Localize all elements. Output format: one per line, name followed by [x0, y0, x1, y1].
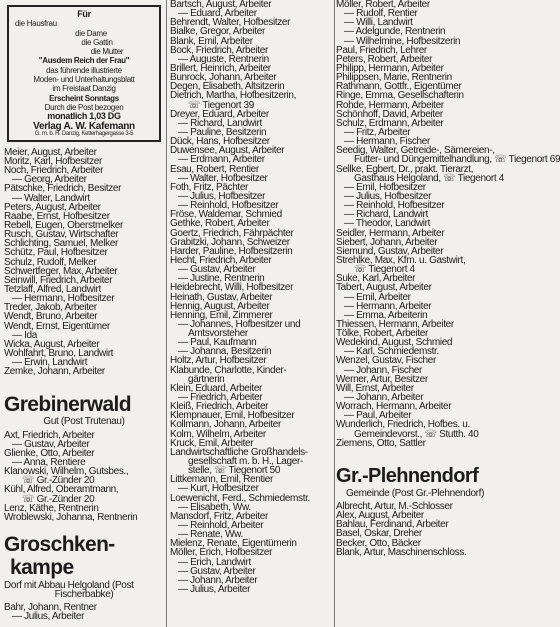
directory-entry: — Richard, Landwirt — [344, 209, 428, 221]
directory-entry: — Hermann, Hofbesitzer — [12, 293, 115, 305]
directory-entry: Siemund, Gustav, Arbeiter — [336, 245, 444, 257]
entry-list — [170, 0, 333, 594]
directory-entry: Mansdorf, Fritz, Arbeiter — [170, 510, 268, 522]
directory-entry: — Erdmann, Arbeiter — [178, 154, 265, 166]
ad-address: G. m. b. H. Danzig, Ketterhagergasse 3-5 — [34, 130, 134, 137]
directory-entry: — Emil, Hofbesitzer — [344, 181, 426, 193]
directory-entry: Schulz, Rudolf, Melker — [4, 256, 97, 268]
directory-entry: — Johannes, Hofbesitzer und — [178, 318, 301, 330]
directory-entry: Basel, Oskar, Dreher — [336, 528, 422, 540]
directory-entry: Gemeindevorst., ☏ Stutth. 40 — [354, 428, 479, 440]
directory-entry: — Gustav, Arbeiter — [12, 438, 90, 450]
section-subheading: Gemeinde (Post Gr.-Plehnendorf) — [345, 487, 485, 499]
directory-entry: Bahr, Johann, Rentner — [4, 602, 97, 614]
entry-list — [4, 431, 164, 522]
directory-entry: — Karl, Schmiedemstr. — [344, 346, 439, 358]
ad-line: die Gattin — [81, 37, 113, 47]
directory-entry: Dück, Hans, Hofbesitzer — [170, 136, 270, 148]
directory-entry: Bialke, Gregor, Arbeiter — [170, 26, 265, 38]
directory-entry: — Wilhelmine, Hofbesitzerin — [344, 35, 461, 47]
directory-entry: Moritz, Karl, Hofbesitzer — [4, 156, 102, 167]
directory-entry: Rohde, Hermann, Arbeiter — [336, 99, 444, 111]
directory-entry: Philipp, Hermann, Arbeiter — [336, 62, 444, 74]
directory-entry: Ringe, Emma, Gesellschafterin — [336, 90, 464, 102]
directory-entry: Kühl, Alfred, Oberamtmann, — [4, 484, 119, 496]
directory-entry: — Johann, Arbeiter — [344, 392, 424, 404]
directory-entry: Futter- und Düngemittelhandlung, ☏ Tiegenort 69 — [354, 154, 560, 166]
directory-entry: — Elisabeth, Ww. — [178, 501, 251, 513]
directory-entry: ☏ Gr.-Zünder 20 — [22, 493, 95, 505]
column-1 — [4, 0, 164, 622]
directory-entry: — Rudolf, Rentier — [344, 8, 418, 20]
directory-entry: stelle, ☏ Tiegenort 50 — [188, 465, 281, 477]
directory-entry: Degen, Elisabeth, Altsitzerin — [170, 81, 285, 93]
directory-entry: Seedig, Walter, Getreide-, Sämereien-, — [336, 145, 495, 157]
directory-entry: — Georg, Arbeiter — [12, 174, 87, 186]
directory-entry: Strehlke, Max, Kfm. u. Gastwirt, — [336, 254, 466, 266]
directory-entry: Wendt, Bruno, Arbeiter — [4, 311, 98, 323]
directory-entry: Pätschke, Friedrich, Besitzer — [4, 183, 122, 195]
directory-entry: Treder, Jakob, Arbeiter — [4, 302, 97, 314]
directory-entry: ☏ Gr.-Zünder 20 — [22, 475, 95, 487]
directory-entry: Becker, Otto, Bäcker — [336, 537, 421, 549]
section-heading: Grebinerwald — [4, 393, 132, 417]
section-heading: Groschken- — [4, 532, 115, 556]
directory-entry: — Justine, Rentnerin — [178, 273, 265, 285]
section-heading: Gr.-Plehnendorf — [336, 464, 479, 487]
directory-entry: — Emil, Arbeiter — [344, 291, 411, 303]
directory-entry: Tölke, Robert, Arbeiter — [336, 328, 428, 340]
directory-entry: — Hermann, Fischer — [344, 136, 430, 148]
directory-entry: Wicka, August, Arbeiter — [4, 338, 100, 350]
directory-entry: Mielenz, Renate, Eigentümerin — [170, 538, 297, 550]
directory-entry: Klabunde, Charlotte, Kinder- — [170, 364, 287, 376]
directory-entry: Tetzlaff, Alfred, Landwirt — [4, 283, 101, 295]
directory-entry: — Erwin, Landwirt — [12, 357, 88, 369]
directory-entry: Siebert, Johann, Arbeiter — [336, 236, 438, 248]
directory-entry: Harder, Pauline, Hofbesitzerin — [170, 245, 293, 257]
directory-entry: Heidebrecht, Willi, Hofbesitzer — [170, 282, 294, 294]
directory-entry: Grabitzki, Johann, Schweizer — [170, 236, 290, 248]
directory-entry: Bartsch, August, Arbeiter — [170, 0, 272, 10]
directory-entry: gesellschaft m. b. H., Lager- — [188, 456, 303, 468]
directory-entry: Sellke, Egbert, Dr., prakt. Tierarzt, — [336, 163, 474, 175]
directory-entry: ☏ Tiegenort 39 — [188, 99, 254, 111]
directory-entry: Tabert, August, Arbeiter — [336, 282, 432, 294]
directory-entry: Alex, August, Arbeiter — [336, 510, 424, 522]
directory-entry: Duwensee, August, Arbeiter — [170, 145, 285, 157]
directory-entry: — Johann, Fischer — [344, 364, 422, 376]
directory-entry: — Reinhold, Hofbesitzer — [344, 200, 445, 212]
directory-entry: — Julius, Arbeiter — [178, 584, 251, 595]
directory-entry: — Julius, Hofbesitzer — [178, 190, 266, 202]
directory-entry: Seidler, Hermann, Arbeiter — [336, 227, 445, 239]
directory-entry: Bahlau, Ferdinand, Arbeiter — [336, 519, 449, 531]
directory-entry: — Renate, Ww. — [178, 529, 243, 541]
directory-entry: Rusch, Gustav, Wirtschafter — [4, 229, 119, 241]
directory-entry: Peters, Robert, Arbeiter — [336, 53, 433, 65]
directory-entry: — Johanna, Besitzerin — [178, 346, 272, 358]
directory-entry: Foth, Fritz, Pächter — [170, 181, 249, 193]
directory-entry: — Julius, Arbeiter — [12, 611, 85, 623]
directory-entry: Klempnauer, Emil, Hofbesitzer — [170, 410, 295, 422]
directory-entry: Dietrich, Martha, Hofbesitzerin, — [170, 90, 297, 102]
directory-entry: Schwertfeger, Max, Arbeiter — [4, 265, 118, 277]
directory-entry: — Anna, Rentiere — [12, 456, 86, 468]
directory-entry: Wedekind, August, Schmied — [336, 337, 453, 349]
directory-entry: Worrach, Hermann, Arbeiter — [336, 401, 452, 413]
directory-entry: — Emma, Arbeiterin — [344, 309, 428, 321]
directory-entry: Blank, Artur, Maschinenschloss. — [336, 546, 467, 558]
directory-entry: — Ida — [12, 329, 37, 341]
directory-entry: Holtz, Artur, Hofbesitzer — [170, 355, 267, 367]
directory-entry: — Reinhold, Hofbesitzer — [178, 200, 279, 212]
ad-line: die Mutter — [90, 47, 124, 57]
directory-entry: — Willi, Landwirt — [344, 17, 413, 29]
entry-list — [4, 603, 164, 621]
ad-title: "Ausdem Reich der Frau" — [38, 56, 130, 66]
directory-entry: Kruck, Emil, Arbeiter — [170, 437, 254, 449]
ad-schedule: Erscheint Sonntags — [49, 93, 119, 103]
section-subheading: Dorf mit Abbau Helgoland (Post — [4, 579, 134, 591]
directory-entry: Schütz, Paul, Hofbesitzer — [4, 247, 108, 259]
directory-entry: Suke, Karl, Arbeiter — [336, 273, 416, 285]
directory-entry: Will, Ernst, Arbeiter — [336, 382, 414, 394]
ad-desc: Moden- und Unterhaltungsblatt — [33, 75, 135, 85]
directory-entry: Rebell, Eugen, Oberstmelker — [4, 219, 123, 231]
directory-entry: Meier, August, Arbeiter — [4, 146, 97, 158]
directory-entry: Schönhoff, David, Arbeiter — [336, 108, 443, 120]
directory-entry: — Adelgunde, Rentnerin — [344, 26, 446, 38]
directory-entry: Kleiß, Friedrich, Arbeiter — [170, 401, 269, 413]
directory-entry: Bunrock, Johann, Arbeiter — [170, 72, 277, 84]
ad-desc: das führende illustrierte — [46, 65, 122, 75]
directory-entry: — Johann, Arbeiter — [178, 574, 258, 586]
directory-entry: Gasthaus Helgoland, ☏ Tiegenort 4 — [354, 172, 504, 184]
section-heading: kampe — [10, 555, 74, 579]
directory-entry: Raabe, Ernst, Hofbesitzer — [4, 210, 110, 222]
directory-entry: Ziemens, Otto, Sattler — [336, 437, 426, 449]
directory-entry: — Erich, Landwirt — [178, 556, 251, 568]
ad-line: Für — [77, 9, 91, 19]
directory-entry: — Pauline, Besitzerin — [178, 126, 267, 138]
directory-entry: Henning, Emil, Zimmerer — [170, 309, 273, 321]
directory-entry: Blank, Emil, Arbeiter — [170, 35, 253, 47]
directory-entry: — Walter, Hofbesitzer — [178, 172, 268, 184]
directory-entry: Dreyer, Eduard, Arbeiter — [170, 108, 269, 120]
directory-entry: — Friedrich, Arbeiter — [178, 392, 263, 404]
directory-entry: Paul, Friedrich, Lehrer — [336, 44, 427, 56]
directory-entry: Goertz, Friedrich, Fährpächter — [170, 227, 294, 239]
directory-entry: Wunderlich, Friedrich, Hofbes. u. — [336, 419, 470, 431]
directory-entry: ☏ Tiegenort 4 — [354, 264, 415, 276]
directory-entry: — Hermann, Arbeiter — [344, 300, 432, 312]
directory-entry: — Richard, Landwirt — [178, 117, 262, 129]
entry-list — [336, 502, 494, 557]
section-subheading: Gut (Post Trutenau) — [43, 416, 125, 428]
directory-entry: Werner, Artur, Besitzer — [336, 373, 428, 385]
directory-entry: Glienke, Otto, Arbeiter — [4, 447, 95, 459]
directory-entry: — Eduard, Arbeiter — [178, 8, 257, 20]
directory-entry: Lenz, Käthe, Rentnerin — [4, 502, 99, 514]
directory-entry: Schlichting, Samuel, Melker — [4, 238, 118, 250]
directory-entry: Esau, Robert, Rentier — [170, 163, 259, 175]
directory-entry: Noch, Friedrich, Arbeiter — [4, 165, 104, 177]
directory-entry: Zemke, Johann, Arbeiter — [4, 366, 105, 378]
ad-price: monatlich 1,03 DG — [47, 111, 121, 122]
directory-entry: Hecht, Friedrich, Arbeiter — [170, 254, 272, 266]
ad-post: Durch die Post bezogen — [44, 102, 124, 112]
directory-entry: Kolm, Wilhelm, Arbeiter — [170, 428, 266, 440]
directory-entry: Landwirtschaftliche Großhandels- — [170, 446, 308, 458]
column-3 — [336, 0, 560, 558]
directory-entry: Behrendt, Walter, Hofbesitzer — [170, 17, 291, 29]
directory-entry: Möller, Erich, Hofbesitzer — [170, 547, 273, 559]
section-subheading: Fischerbabke) — [54, 589, 114, 601]
ad-desc: im Freistaat Danzig — [52, 84, 116, 94]
directory-entry: Amtsvorsteher — [188, 328, 248, 340]
directory-entry: Gethke, Robert, Arbeiter — [170, 218, 270, 230]
column-divider — [166, 0, 167, 627]
directory-entry: — Reinhold, Arbeiter — [178, 520, 264, 532]
column-2 — [170, 0, 333, 594]
entry-list — [4, 148, 164, 377]
directory-entry: — Theodor, Landwirt — [344, 218, 430, 230]
directory-entry: Loewenicht, Ferd., Schmiedemstr. — [170, 492, 310, 504]
directory-entry: — Kurt, Hofbesitzer — [178, 483, 259, 495]
ad-line: die Dame — [75, 28, 107, 38]
directory-entry: Möller, Robert, Arbeiter — [336, 0, 430, 10]
directory-entry: Wenzel, Gustav, Fischer — [336, 355, 436, 367]
directory-entry: — Paul, Kaufmann — [178, 337, 257, 349]
directory-entry: Kollmann, Johann, Arbeiter — [170, 419, 281, 431]
directory-entry: Klein, Eduard, Arbeiter — [170, 382, 263, 394]
directory-entry: Bock, Friedrich, Arbeiter — [170, 44, 268, 56]
directory-entry: — Auguste, Rentnerin — [178, 53, 269, 65]
directory-entry: Rathmann, Gottfr., Eigentümer — [336, 81, 462, 93]
directory-entry: Axt, Friedrich, Arbeiter — [4, 429, 95, 441]
directory-entry: gärtnerin — [188, 373, 225, 385]
ad-publisher: Verlag A. W. Kafemann — [33, 120, 135, 132]
column-divider — [334, 0, 335, 627]
directory-entry: Wroblewski, Johanna, Rentnerin — [4, 511, 138, 523]
directory-entry: Peters, August, Arbeiter — [4, 201, 101, 213]
directory-entry: — Julius, Hofbesitzer — [344, 190, 432, 202]
directory-entry: Klanowski, Wilhelm, Gutsbes., — [4, 466, 129, 478]
advertisement-box — [7, 5, 161, 142]
directory-entry: Littkemann, Emil, Rentier — [170, 474, 273, 486]
directory-entry: Schulz, Erdmann, Arbeiter — [336, 117, 444, 129]
directory-entry: Wendt, Ernst, Eigentümer — [4, 320, 110, 332]
directory-entry: Albrecht, Artur, M.-Schlosser — [336, 501, 453, 513]
directory-entry: — Gustav, Arbeiter — [178, 565, 256, 577]
directory-entry: Hennig, August, Arbeiter — [170, 300, 270, 312]
directory-entry: — Paul, Arbeiter — [344, 410, 412, 422]
directory-entry: — Gustav, Arbeiter — [178, 264, 256, 276]
directory-entry: Fröse, Waldemar, Schmied — [170, 209, 282, 221]
directory-entry: Philippsen, Marie, Rentnerin — [336, 72, 452, 84]
entry-list — [336, 0, 560, 449]
directory-entry: — Fritz, Arbeiter — [344, 126, 411, 138]
ad-line: die Hausfrau — [15, 19, 57, 29]
directory-entry: Seinwill, Friedrich, Arbeiter — [4, 274, 113, 286]
directory-entry: Heinath, Gustav, Arbeiter — [170, 291, 273, 303]
directory-entry: Thiessen, Hermann, Arbeiter — [336, 318, 454, 330]
directory-entry: Brillert, Heinrich, Arbeiter — [170, 62, 271, 74]
directory-entry: — Walter, Landwirt — [12, 192, 90, 204]
directory-entry: Wohlfahrt, Bruno, Landwirt — [4, 347, 114, 359]
